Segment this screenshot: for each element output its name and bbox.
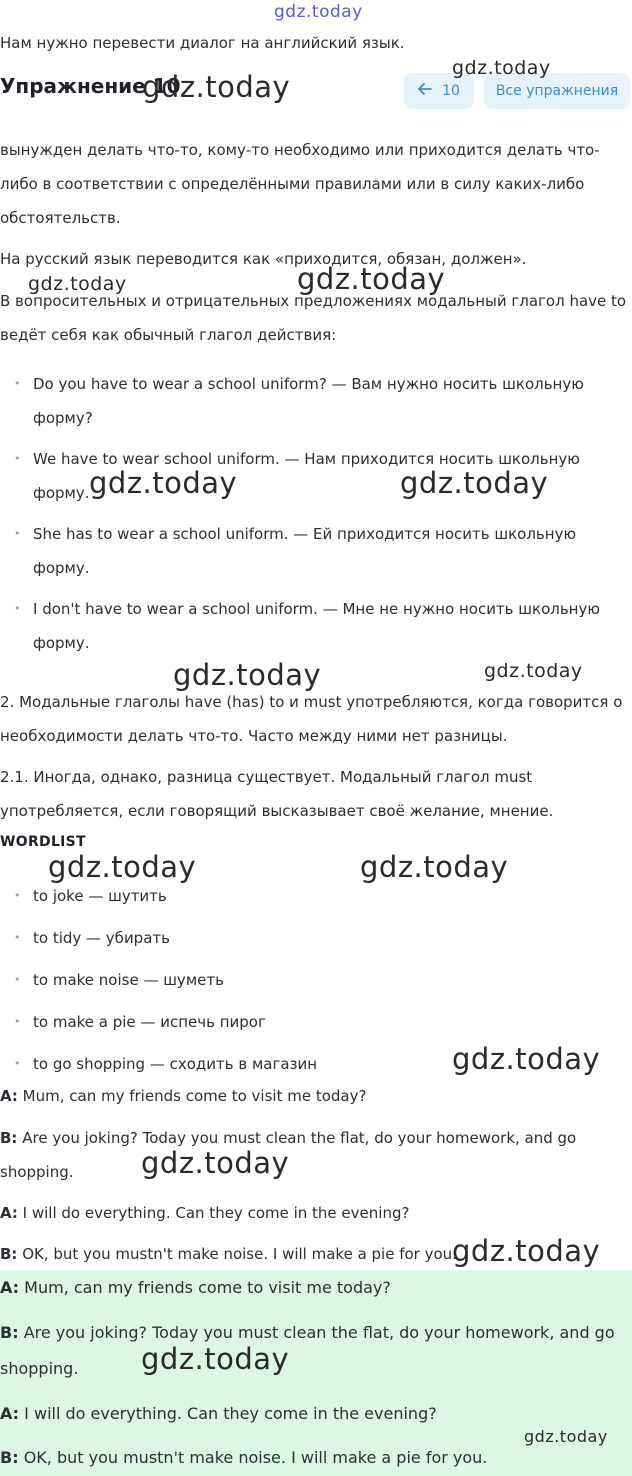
watermark-top: gdz.today: [274, 2, 363, 22]
watermark: gdz.today: [484, 660, 583, 682]
answer-text: I will do everything. Can they come in the evening?: [24, 1404, 437, 1423]
list-item: • to go shopping — сходить в магазин: [0, 1043, 610, 1085]
list-item: • Do you have to wear a school uniform? — Вам нужно носить школьную форму?: [0, 367, 610, 435]
watermark: gdz.today: [452, 1042, 601, 1076]
list-item: • to make a pie — испечь пирог: [0, 1001, 610, 1043]
dialogue-text: Are you joking? Today you must clean the flat, do your homework, and go shopping.: [0, 1129, 577, 1181]
watermark: gdz.today: [48, 850, 197, 884]
dialogue-text: Mum, can my friends come to visit me today?: [22, 1087, 367, 1105]
theory-paragraph: 2.1. Иногда, однако, разница существует. Модальный глагол must употребляется, если говорящий высказывает своё желание, мнение.: [0, 768, 554, 820]
watermark: gdz.today: [141, 1146, 290, 1180]
dialogue-line: [0, 1079, 630, 1113]
dialogue-text: I will do everything. Can they come in the evening?: [22, 1204, 410, 1222]
speaker-label: B:: [0, 1245, 18, 1263]
speaker-label: A:: [0, 1278, 20, 1297]
answer-text: Are you joking? Today you must clean the flat, do your homework, and go shopping.: [0, 1323, 615, 1378]
intro-text: Нам нужно перевести диалог на английский язык.: [0, 34, 405, 52]
list-item: • to joke — шутить: [0, 875, 610, 917]
speaker-label: A:: [0, 1404, 20, 1423]
speaker-label: A:: [0, 1204, 18, 1222]
watermark: gdz.today: [89, 466, 238, 500]
watermark: gdz.today: [141, 1342, 290, 1376]
theory-paragraph: На русский язык переводится как «приходится, обязан, должен».: [0, 250, 527, 268]
answer-text: OK, but you mustn't make noise. I will make a pie for you.: [23, 1448, 488, 1467]
watermark: gdz.today: [524, 1427, 608, 1446]
watermark: gdz.today: [452, 57, 551, 79]
wordlist-heading: WORDLIST: [0, 834, 86, 850]
theory-paragraph: вынужден делать что-то, кому-то необходимо или приходится делать что-либо в соответствии с определёнными правилами или в силу каких-либо обстоятельств.: [0, 141, 600, 227]
list-item: • She has to wear a school uniform. — Ей приходится носить школьную форму.: [0, 517, 610, 585]
list-item: • to tidy — убирать: [0, 917, 610, 959]
list-item: • We have to wear school uniform. — Нам приходится носить школьную форму.: [0, 442, 610, 510]
list-item: • I don't have to wear a school uniform. — Мне не нужно носить школьную форму.: [0, 592, 610, 660]
dialogue-line: [0, 1121, 630, 1189]
examples-list: [0, 367, 610, 667]
answer-line: [0, 1270, 628, 1306]
speaker-label: B:: [0, 1323, 19, 1342]
speaker-label: A:: [0, 1087, 18, 1105]
list-item: • to make noise — шуметь: [0, 959, 610, 1001]
watermark: gdz.today: [28, 273, 127, 295]
all-exercises-button[interactable]: Все упражнения: [484, 73, 630, 109]
arrow-left-icon: [418, 83, 432, 99]
watermark: gdz.today: [360, 850, 509, 884]
answer-line: [0, 1315, 628, 1387]
speaker-label: B:: [0, 1448, 19, 1467]
watermark: gdz.today: [142, 70, 291, 104]
dialogue-text: OK, but you mustn't make noise. I will make a pie for you.: [22, 1245, 457, 1263]
watermark: gdz.today: [173, 658, 322, 692]
theory-paragraph: В вопросительных и отрицательных предложениях модальный глагол have to ведёт себя как обычный глагол действия:: [0, 292, 627, 344]
speaker-label: B:: [0, 1129, 18, 1147]
prev-exercise-label: 10: [442, 83, 460, 99]
watermark: gdz.today: [400, 466, 549, 500]
page-title: Упражнение 10: [0, 74, 181, 98]
answer-text: Mum, can my friends come to visit me today?: [24, 1278, 391, 1297]
dialogue-line: [0, 1196, 630, 1230]
watermark: gdz.today: [452, 1234, 601, 1268]
theory-paragraph: 2. Модальные глаголы have (has) to и must употребляются, когда говорится о необходимости делать что-то. Часто между ними нет разницы.: [0, 693, 623, 745]
watermark: gdz.today: [297, 262, 446, 296]
